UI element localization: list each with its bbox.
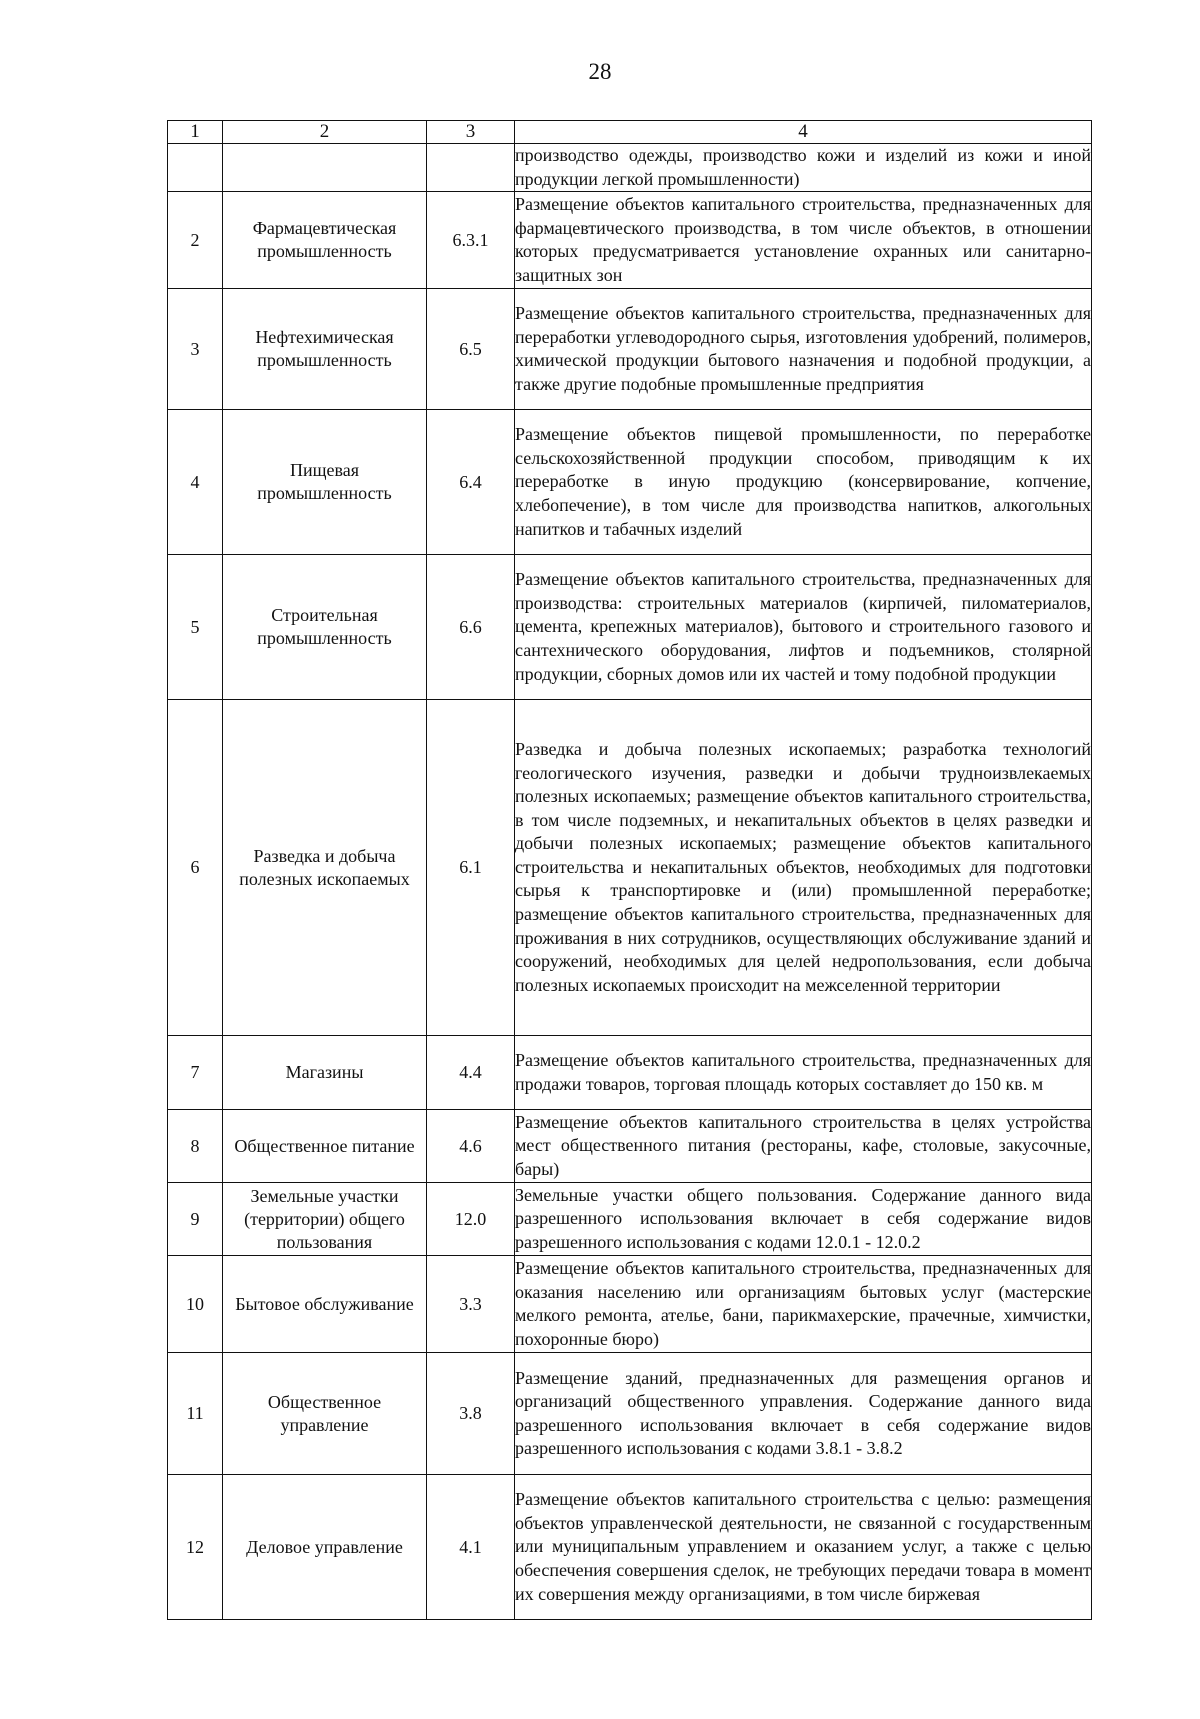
- use-type-name: Общественное управление: [223, 1353, 427, 1475]
- use-type-description: Размещение объектов капитального строительства, предназначенных для производства: строительных материалов (кирпичей, пиломатериалов, цемента, крепежных материалов), бытового и строительного газового и сантехнического оборудования, лифтов и подъемников, столярной продукции, сборных домов или их частей и тому подобной продукции: [515, 555, 1092, 700]
- land-use-table: [167, 120, 1092, 1620]
- table-row: [168, 410, 1092, 555]
- use-type-description: Размещение объектов капитального строительства с целью: размещения объектов управленческой деятельности, не связанной с государственным или муниципальным управлением и оказанием услуг, а также с целью обеспечения совершения сделок, не требующих передачи товара в момент их совершения между организациями, в том числе биржевая: [515, 1475, 1092, 1620]
- use-type-description: Размещение объектов капитального строительства, предназначенных для продажи товаров, торговая площадь которых составляет до 150 кв. м: [515, 1036, 1092, 1110]
- use-type-name: Нефтехимическая промышленность: [223, 289, 427, 410]
- table-row: [168, 555, 1092, 700]
- table-row: [168, 1110, 1092, 1183]
- use-type-description: Размещение зданий, предназначенных для размещения органов и организаций общественного управления. Содержание данного вида разрешенного использования включает в себя содержание видов разрешенного использования с кодами 3.8.1 - 3.8.2: [515, 1353, 1092, 1475]
- use-type-description: Размещение объектов капитального строительства, предназначенных для переработки углеводородного сырья, изготовления удобрений, полимеров, химической продукции бытового назначения и подобной продукции, а также другие подобные промышленные предприятия: [515, 289, 1092, 410]
- use-type-description: Размещение объектов капитального строительства, предназначенных для фармацевтического производства, в том числе объектов, в отношении которых предусматривается установление охранных или санитарно-защитных зон: [515, 192, 1092, 289]
- table-row: [168, 192, 1092, 289]
- use-type-code: 6.5: [427, 289, 515, 410]
- column-header: 4: [515, 121, 1092, 144]
- row-number: 9: [168, 1183, 223, 1256]
- row-number: 8: [168, 1110, 223, 1183]
- use-type-description: Разведка и добыча полезных ископаемых; разработка технологий геологического изучения, разведки и добычи трудноизвлекаемых полезных ископаемых; размещение объектов капитального строительства, в том числе подземных, и некапитальных объектов в целях разведки и добычи полезных ископаемых; размещение объектов капитального строительства и некапитальных объектов, необходимых для подготовки сырья к транспортировке и (или) промышленной переработке; размещение объектов капитального строительства, предназначенных для проживания в них сотрудников, осуществляющих обслуживание зданий и сооружений, необходимых для целей недропользования, если добыча полезных ископаемых происходит на межселенной территории: [515, 700, 1092, 1036]
- row-number: 7: [168, 1036, 223, 1110]
- row-number: [168, 144, 223, 192]
- row-number: 11: [168, 1353, 223, 1475]
- use-type-name: Строительная промышленность: [223, 555, 427, 700]
- use-type-name: Разведка и добыча полезных ископаемых: [223, 700, 427, 1036]
- table-row: [168, 1183, 1092, 1256]
- use-type-name: Бытовое обслуживание: [223, 1256, 427, 1353]
- use-type-code: 12.0: [427, 1183, 515, 1256]
- use-type-code: 6.3.1: [427, 192, 515, 289]
- row-number: 3: [168, 289, 223, 410]
- use-type-description: Размещение объектов капитального строительства, предназначенных для оказания населению или организациям бытовых услуг (мастерские мелкого ремонта, ателье, бани, парикмахерские, прачечные, химчистки, похоронные бюро): [515, 1256, 1092, 1353]
- row-number: 4: [168, 410, 223, 555]
- use-type-code: 4.6: [427, 1110, 515, 1183]
- table-row: [168, 1353, 1092, 1475]
- use-type-name: Фармацевтическая промышленность: [223, 192, 427, 289]
- use-type-name: [223, 144, 427, 192]
- use-type-name: Общественное питание: [223, 1110, 427, 1183]
- use-type-description: производство одежды, производство кожи и изделий из кожи и иной продукции легкой промышленности): [515, 144, 1092, 192]
- table-row: [168, 1256, 1092, 1353]
- table-row: [168, 1036, 1092, 1110]
- table-row: [168, 289, 1092, 410]
- row-number: 10: [168, 1256, 223, 1353]
- use-type-code: 3.3: [427, 1256, 515, 1353]
- use-type-description: Размещение объектов капитального строительства в целях устройства мест общественного питания (рестораны, кафе, столовые, закусочные, бары): [515, 1110, 1092, 1183]
- row-number: 6: [168, 700, 223, 1036]
- column-header: 3: [427, 121, 515, 144]
- use-type-code: 4.1: [427, 1475, 515, 1620]
- use-type-description: Земельные участки общего пользования. Содержание данного вида разрешенного использования включает в себя содержание видов разрешенного использования с кодами 12.0.1 - 12.0.2: [515, 1183, 1092, 1256]
- row-number: 2: [168, 192, 223, 289]
- table-row: [168, 700, 1092, 1036]
- use-type-code: 6.6: [427, 555, 515, 700]
- table-row: [168, 144, 1092, 192]
- use-type-code: 6.4: [427, 410, 515, 555]
- page-number: 28: [588, 59, 612, 84]
- row-number: 5: [168, 555, 223, 700]
- column-header: 1: [168, 121, 223, 144]
- use-type-description: Размещение объектов пищевой промышленности, по переработке сельскохозяйственной продукции способом, приводящим к их переработке в иную продукцию (консервирование, копчение, хлебопечение), в том числе для производства напитков, алкогольных напитков и табачных изделий: [515, 410, 1092, 555]
- use-type-code: [427, 144, 515, 192]
- use-type-code: 6.1: [427, 700, 515, 1036]
- row-number: 12: [168, 1475, 223, 1620]
- table-row: [168, 1475, 1092, 1620]
- column-header: 2: [223, 121, 427, 144]
- use-type-name: Магазины: [223, 1036, 427, 1110]
- use-type-code: 3.8: [427, 1353, 515, 1475]
- use-type-name: Земельные участки (территории) общего пользования: [223, 1183, 427, 1256]
- use-type-code: 4.4: [427, 1036, 515, 1110]
- use-type-name: Деловое управление: [223, 1475, 427, 1620]
- table-header-row: [168, 121, 1092, 144]
- use-type-name: Пищевая промышленность: [223, 410, 427, 555]
